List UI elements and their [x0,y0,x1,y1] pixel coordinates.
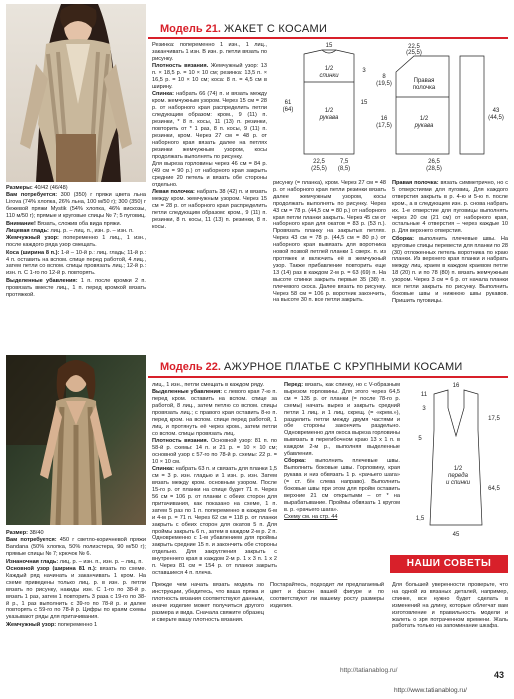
m22-l-4: Жемчужный узор: попеременно 1 [6,621,98,628]
model21-heading: ЖАКЕТ С КОСАМИ [224,23,328,35]
model22-rule [148,376,508,378]
schematic-front-piece [396,56,484,154]
m22-l-3: Основной узор (ширина 81 п.): вязать по схеме. Каждый ряд начинать и заканчивать 1 кром. На схеме приведены только лиц. р. в изн. р. петли вязать по рисунку, накиды изн. С 1-го по 38-й р. вязать 1 раз, затем 1 повторить 3 раза с 19-го по 38-й р., 1 раз выполнить с 39-го по 78-й р. и далее повторять с 59-го по 78-й р. Цифры по краям схемы указывают ряды для притачивания. [6,566,147,621]
front-label-1: Правая [413,78,435,84]
model22-photo [6,355,146,525]
back-h1: 61 [284,100,292,106]
front-t3: 8 [382,74,386,80]
m22-r-0: Перед: вязать, как спинку, но с V-образным вырезом горловины. Для этого через 64,5 см = 135 р. от планки (= после 78-го р. схемы) начать вырез и закрыть средний петли 1 лиц. и 1 лиц. скрещ. (= «крем.»), разделить петли между двумя частями и обе стороны закончить раздельно. Одновременно для окоса выреза горловины вывязать в перегибочном краю 13 х 1 п. в каждом 2-м р., выполняя выделенные убавления. [284,382,400,458]
dress-label-1: 1/2 [453,466,463,472]
footer-url-center[interactable]: http://tatianablog.ru/ [340,667,398,674]
back-m2: 3 [362,68,366,74]
footer-url[interactable]: http://www.tatianablog.ru/ [394,687,467,694]
front-label-2: полочка [412,85,436,91]
model21-number: Модель 21. [160,23,221,35]
m22-l-2: Изнаночная гладь: лиц. р. – изн. п., изн. р. – лиц. п. [6,558,143,565]
model22-schematic [404,380,510,540]
m21-m-3: Для выреза горловины через 46 см = 84 р. (49 см = 90 р.) от наборного края закрыть средние 20 петель и вязать обе стороны отдельно. [152,160,267,188]
m22-m-2: Плотность вязания. Основной узор: 81 п. по 58-й р. схемы: 14 п. и 21 р. = 10 × 10 см; основной узор с 57-го по 78-й р. схемы: 22 р. = 10 × 10 см. [152,438,277,465]
tips-text-1: Прежде чем начать вязать модель по инструкции, убедитесь, что ваша пряжа и плотность вязания соответствуют данным, иначе изделие может получиться другого размера и вида. Сначала свяжите образец и сверьте вашу плотность вязания. [152,582,264,623]
page-number: 43 [494,670,505,680]
back-bot1: 22,5 [313,159,325,165]
tips-text-2: Постарайтесь, подходит ли предлагаемый цвет и фасон вашей фигуре и по соответствуют ли вашему росту размеры изделия. [270,582,384,609]
tips-col1 [152,582,264,624]
model22-col-left [6,530,146,629]
photo-jacket-woman [6,4,146,182]
model21-schematic [274,42,510,176]
schematic-dress-piece [430,390,482,525]
model22-number: Модель 22. [160,361,221,373]
front-h1: 16 [380,116,388,122]
m22-m-0: лиц., 1 изн., петли смещать в каждом ряду. [152,382,264,388]
m22-m-3: Спинка: набрать 63 п. и связать для планки 1,5 см = 3 р. изн. гладью и 1 изн. р. изн. Затем вязать между кром. основным узором. После 15-го р. от планки на спице будет 71 п. Через 56 см = 106 р. от планки с обеих сторон для притачивания, как показано на схеме, 1 п. затем 5 раз по 1 п. попеременно в каждом 6-м и 4-м р. = 71 п. Через 62 см = 118 р. от планки закрыть с обеих сторон для окатов 5 п. Для проймы закрыть 6 п., затем в каждом 2-м р. 2 п. Одновременно с 1-м убавлением для проймы закрыть средние 15 п. и закончить обе стороны отдельно. Для закругления закрыть с внутреннего края в каждом 2-м р. 1 х 3 п. 1 х 2 п. Через 81 см = 154 р. от планки закрыть оставшиеся 4 п. плеча. [152,466,277,576]
model21-col-left [6,185,146,299]
front-h2: (17,5) [376,123,392,129]
tips-col2 [270,582,384,610]
back-label-1: 1/2 [324,66,334,72]
model21-col-mid [152,42,267,231]
dress-s1: 11 [420,392,428,398]
back-bot4: (8,5) [337,166,351,172]
m21-m-4: Левая полочка: набрать 38 (42) п. и вязать между кром. жемчужным узором. Через 15 см = 28 р. от наборного края распределить петли следующим образом: кром., 9 (11) п. резинки, 8 п. косы, 11 (13) п. резинки, 8 п. косы. [152,189,267,230]
back-bot3: 7,5 [339,159,349,165]
model21-photo [6,4,146,182]
m22-l-1: Вам потребуется: 450 г светло-коричневой пряжи Bandana (50% хлопка, 50% полиэстера, 90 м/50 г); прямые спицы № 7; крючок № 6. [6,537,146,558]
m22-r-2: Схему см. на стр. 44 [284,514,338,521]
model21-rule [148,37,508,39]
dress-v1: 17,5 [488,416,500,422]
front-t4: (19,5) [376,81,392,87]
front-b2: (28,5) [426,166,442,172]
back-bot2: (25,5) [311,166,327,172]
dress-label-2: переда [448,473,468,479]
dress-s2: 3 [422,406,426,412]
m22-m-1: Выделенные убавления: с левого края 7-ю п. перед кром. оставить на вспом. спице за работой, 8 лиц., затем петлю со вспом. спицы провязать лиц.; с правого края оставить 8-ю п. перед кром. на вспом. спице перед работой, 1 лиц. и протянуть её через кром., затем петли со вспом. спицы провязать лиц. [152,389,277,437]
model22-col-mid [152,382,277,577]
m21-r-0: Правая полочка: вязать симметрично, но с 5 отверстиями для пуговиц. Для каждого отверстия закрыть в р. 4-ю и 5-ю п. после кром., а в следующем изн. р. снова набрать их. 1-е отверстие для пуговицы выполнять через 20 см (21 см) от наборного края, остальные 4 отверстия – через каждые 10 р. Для верхнего отверстия. [392,180,509,235]
m21-l-6: Выделенные убавления: 1 п. после кромки 2 п. провязать вместе лиц., 1 п. перед кромкой вязать протяжкой. [6,277,146,298]
model22-col-right [284,382,400,522]
dress-top: 16 [452,383,460,389]
back-h2: (64) [282,107,294,113]
m21-l-4: Жемчужный узор: попеременно 1 лиц., 1 изн., после каждого ряда узор смещать. [6,235,146,249]
front-t1: 22,5 [408,44,420,50]
dress-b1: 45 [452,532,460,538]
dress-label-3: и спинки [445,480,471,486]
photo-dress-woman [6,355,146,525]
m21-m-0: Резинка: попеременно 1 изн., 1 лиц., заканчивать 1 изн. В изн. р. петли вязать по рисунку. [152,42,267,62]
back-label-4: рукава [319,115,339,121]
front-label-3: 1/2 [419,116,429,122]
m22-l-0: Размер: 38/40 [6,530,44,536]
model21-title [160,23,327,35]
model22-title [160,361,463,373]
back-top-w: 15 [325,43,333,49]
tips-col3 [392,582,508,631]
back-label-2: спинки [319,73,339,79]
dress-m2: 1,5 [415,516,425,522]
m21-l-0: Размеры: 40/42 (46/48) [6,185,68,191]
m21-r-1: Сборка: выполнить плечевые швы. На круговые спицы перевести для планки по 28 (30) отложенных петель воротника по краю планки. Из верхнего края планки и набрать между лиц. краем в каждом краевом петле 18 (20) п. и по 78 (80) п. вязать жемчужным узором. Через 3 см = 6 р. от начала планки все петли закрыть по рисунку. Выполнить боковые швы и нижнюю швы рукавов. Пришить пуговицы. [392,235,508,304]
model22-heading: АЖУРНОЕ ПЛАТЬЕ С КРУПНЫМИ КОСАМИ [224,361,463,373]
m21-l-2: Внимание! Вязать, сложив оба вида пряжи. [6,220,122,227]
m21-b-0: рисунку (= планка), кром. Через 27 см = 48 р. от наборного края петли резинки вязать далее жемчужным узором, косы продолжать выполнять по рисунку. Через 43 см = 78 р. (44,5 см = 80 р.) от наборного края петли планки закрыть. Через 45 см от наборного края для окатов = 83 р. (53 п.). Провязать планку на закрытых петлях. Через 43 см = 78 р. (44,5 см = 80 р.) от наборного края вывязать для воротника новой позвой петлей планки 1 сверх. п. из протяжек и включить её в жемчужный узор. Также прибавление повторить еще 13 (14) раз в каждом 2-м р. = 63 (69) п. На высоте спинки закрыть первые 35 (38) п. плечевого скоса. Далее вязать по рисунку. Через 58 см = 106 р. воротник закончить, на высоте 30 п. все петли закрыть. [273,180,386,304]
back-label-3: 1/2 [324,108,334,114]
m21-l-1: Вам потребуется: 300 (350) г пряжи цвета льна Lirova (74% хлопка, 26% льна, 100 м/50 г); 300 (350) г бежевой пряжи Mystik (54% хлопка, 46% вискозы, 110 м/50 г); прямые и круговые спицы № 7; 5 пуговиц. [6,192,146,220]
front-v2: (44,5) [488,115,504,121]
m21-m-1: Плотность вязания. Жемчужный узор: 13 п. × 18,5 р. = 10 × 10 см; резинка: 13,5 п. × 16,5 р. = 10 × 10 см; коса: 8 п. = 4,5 см в ширину. [152,63,267,90]
front-t2: (25,5) [406,50,422,56]
front-label-4: рукава [414,123,434,129]
front-v1: 43 [492,108,500,114]
m21-l-5: Коса (ширина 8 п.): 1-й – 10-й р.: лиц. гладь; 11-й р.: 4 п. оставить на вспом. спице перед работой, 4 лиц., затем петли со вспом. спицы провязать лиц.; 12-й р.: изн. п. С 1-го по 12-й р. повторять. [6,249,146,277]
model21-col-mid2 [273,180,386,305]
tips-text-3: Для большей уверенности проверьте, что на одной из вязаных деталей, например, спинке, все нужно будет сделать в изменений на длину, которые облегчат вам изготовление и правильность модели и жалеть о зря потраченном времени. Жаль работать только на запоминание шкафа. [392,582,508,630]
front-b1: 26,5 [428,159,440,165]
m22-r-1: Сборка: выполнить плечевые швы. Выполнить боковые швы. Горловину, края рукава и низ обвязать 1 р. «рачьего шага» (= ст. б/н слева направо). Выполнить боковые швы при этом для пройм оставить верхние 21 см открытыми – от * на вырабатывание. Проймы обвязать 1 кругом в. р. «рачьего шага». [284,458,400,513]
tips-heading: НАШИ СОВЕТЫ [390,555,508,573]
dress-v2: 64,5 [488,486,500,492]
m21-l-3: Лицевая гладь: лиц. р. – лиц. п., изн. р. – изн. п. [6,227,134,234]
model21-col-right [392,180,508,305]
dress-m1: 5 [418,436,422,442]
m21-m-2: Спинка: набрать 66 (74) п. и вязать между кром. жемчужным узором. Через 15 см = 28 р. от наборного края распределить петли следующим образом: кром., 9 (11) п. резинки, * 8 п. косы, 11 (13) п. резинки, повторить от * 1 раз, 8 п. косы, 9 (11) п. резинки, кром. Через 27 см = 48 р. от наборного края вязать далее на петлях резинки жемчужным узором, косы продолжать выполнять по рисунку. [152,91,267,160]
back-m1: 15 [360,100,368,106]
